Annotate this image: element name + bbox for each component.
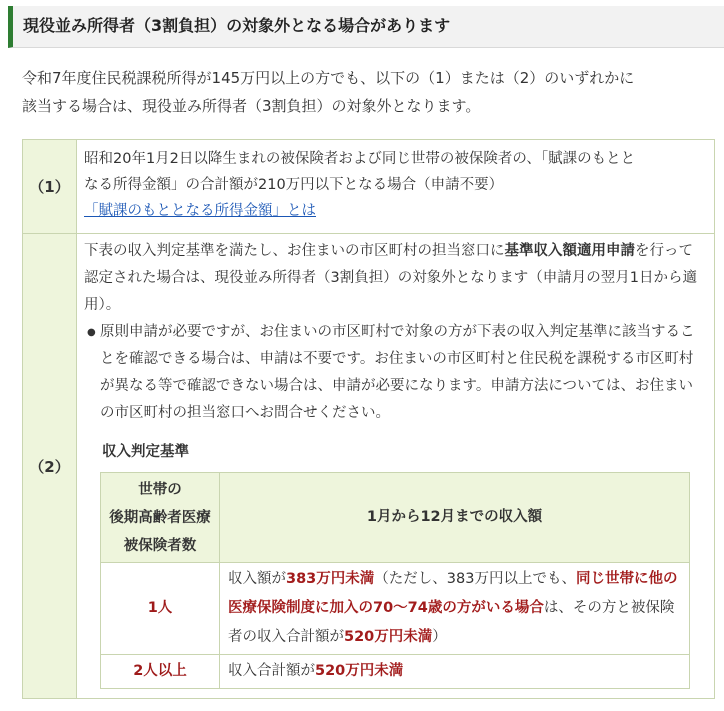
condition-2-text-b: を行って認定された場合は、現役並み所得者（3割負担）の対象外となります（申請月の翌月1日から適用）。 xyxy=(84,243,697,313)
criteria-row-2-content xyxy=(220,655,690,689)
header-left-line-1: 世帯の xyxy=(138,481,182,498)
section-heading: 現役並み所得者（3割負担）の対象外となる場合があります xyxy=(8,6,724,48)
criteria-row-2 xyxy=(101,655,690,689)
condition-content-1 xyxy=(77,140,715,234)
r1-text-a: 収入額が xyxy=(228,571,286,587)
criteria-header-row xyxy=(101,473,690,563)
condition-row-2 xyxy=(23,234,715,699)
income-criteria-table xyxy=(100,472,690,689)
criteria-row-2-label: 2人以上 xyxy=(101,655,220,689)
condition-2-text-a: 下表の収入判定基準を満たし、お住まいの市区町村の担当窓口に xyxy=(84,243,505,259)
header-left-line-2: 後期高齢者医療 xyxy=(109,509,211,526)
r1-text-e: は、その方と被保険者の収入合計額が xyxy=(228,600,675,645)
r1-combined-amount: 520万円未満 xyxy=(344,629,433,645)
header-income-amount: 1月から12月までの収入額 xyxy=(220,473,690,563)
header-left-line-3: 被保険者数 xyxy=(123,537,197,554)
r1-condition: 同じ世帯に他の医療保険制度に加入の70～74歳の方がいる場合 xyxy=(228,571,678,616)
r1-text-c: （ただし、383万円以上でも、 xyxy=(374,571,576,587)
conditions-table xyxy=(22,139,715,699)
condition-label-2: （2） xyxy=(23,234,77,699)
criteria-row-1-label: 1人 xyxy=(101,563,220,655)
criteria-row-1-content xyxy=(220,563,690,655)
bullet-text: 原則申請が必要ですが、お住まいの市区町村で対象の方が下表の収入判定基準に該当することを確認できる場合は、申請は不要です。お住まいの市区町村と住民税を課税する市区町村が異なる等で確認できない場合は、申請が必要になります。申請方法については、お住まいの市区町村の担当窓口へお問合せください。 xyxy=(100,324,695,421)
income-basis-link[interactable]: 「賦課のもととなる所得金額」とは xyxy=(84,203,316,219)
r1-text-g: ） xyxy=(432,629,447,645)
bullet-item xyxy=(84,319,706,427)
condition-content-2 xyxy=(77,234,715,699)
r2-amount: 520万円未満 xyxy=(315,663,404,679)
criteria-row-1 xyxy=(101,563,690,655)
intro-line-2: 該当する場合は、現役並み所得者（3割負担）の対象外となります。 xyxy=(22,97,481,115)
condition-label-1: （1） xyxy=(23,140,77,234)
intro-paragraph xyxy=(22,64,716,120)
r1-amount: 383万円未満 xyxy=(286,571,375,587)
condition-1-line-1: 昭和20年1月2日以降生まれの被保険者および同じ世帯の被保険者の、「賦課のもとと xyxy=(84,151,636,167)
bullet-dot-icon: ● xyxy=(87,327,96,338)
application-name: 基準収入額適用申請 xyxy=(504,243,635,259)
condition-row-1 xyxy=(23,140,715,234)
criteria-title: 収入判定基準 xyxy=(102,444,189,460)
condition-1-line-2: なる所得金額」の合計額が210万円以下となる場合（申請不要） xyxy=(84,177,504,193)
intro-line-1: 令和7年度住民税課税所得が145万円以上の方でも、以下の（1）または（2）のいずれかに xyxy=(22,69,635,87)
r2-text-a: 収入合計額が xyxy=(228,663,315,679)
condition-2-paragraph xyxy=(84,238,706,319)
header-insured-count xyxy=(101,473,220,563)
